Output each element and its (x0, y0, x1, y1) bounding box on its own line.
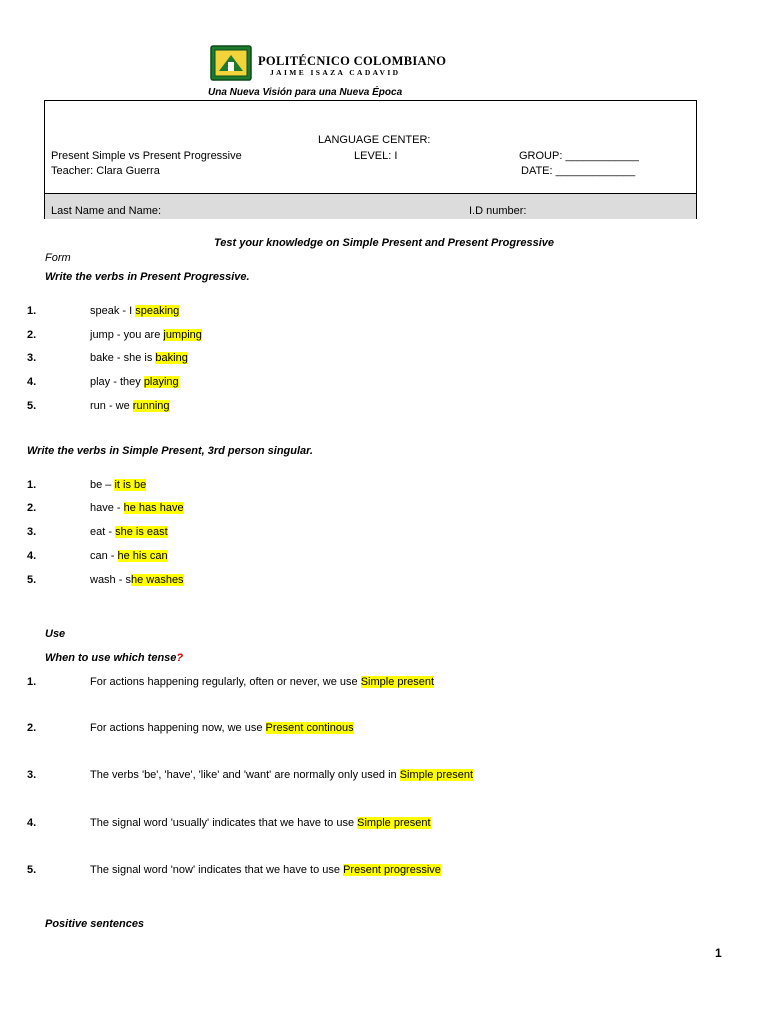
school-motto: Una Nueva Visión para una Nueva Época (208, 87, 403, 98)
school-crest-logo (210, 45, 252, 81)
list-item-number: 3. (27, 526, 37, 538)
progressive-instruction: Write the verbs in Present Progressive. (45, 271, 250, 283)
item-prompt: bake - she is (90, 352, 156, 364)
use-heading: Use (45, 628, 66, 640)
list-item-number: 4. (27, 550, 37, 562)
answer-highlight[interactable]: Simple present (399, 769, 474, 781)
list-item (90, 352, 188, 364)
answer-highlight[interactable]: it is be (114, 479, 147, 491)
list-item (90, 376, 179, 388)
topic-label: Present Simple vs Present Progressive (51, 150, 242, 162)
item-prompt: The signal word 'now' indicates that we have to use (90, 864, 344, 876)
teacher-label: Teacher: Clara Guerra (51, 165, 160, 177)
list-item-number: 4. (27, 376, 37, 388)
list-item (90, 329, 202, 341)
item-prompt: wash - s (90, 574, 131, 586)
form-heading: Form (45, 252, 71, 264)
answer-highlight[interactable]: Simple present (360, 676, 435, 688)
list-item (90, 722, 354, 734)
item-prompt: For actions happening now, we use (90, 722, 266, 734)
item-prompt: For actions happening regularly, often or never, we use (90, 676, 361, 688)
item-prompt: eat - (90, 526, 116, 538)
list-item (90, 864, 441, 876)
item-prompt: The verbs 'be', 'have', 'like' and 'want' are normally only used in (90, 769, 400, 781)
list-item (90, 574, 184, 586)
list-item-number: 2. (27, 502, 37, 514)
page-number: 1 (715, 946, 722, 960)
school-logo-text (258, 54, 446, 77)
item-prompt: The signal word 'usually' indicates that we have to use (90, 817, 358, 829)
id-number-field[interactable]: I.D number: (469, 205, 527, 217)
list-item-number: 1. (27, 676, 37, 688)
test-title: Test your knowledge on Simple Present and Present Progressive (213, 237, 555, 249)
list-item-number: 1. (27, 305, 37, 317)
answer-highlight[interactable]: speaking (135, 305, 180, 317)
level-label: LEVEL: I (354, 150, 398, 162)
item-prompt: be – (90, 479, 115, 491)
group-field[interactable]: GROUP: ____________ (519, 150, 639, 162)
list-item-number: 1. (27, 479, 37, 491)
item-prompt: jump - you are (90, 329, 164, 341)
answer-highlight[interactable]: playing (143, 376, 179, 388)
use-question (45, 652, 183, 664)
list-item-number: 5. (27, 864, 37, 876)
list-item-number: 5. (27, 574, 37, 586)
list-item-number: 4. (27, 817, 37, 829)
item-prompt: have - (90, 502, 124, 514)
school-subtitle: JAIME ISAZA CADAVID (270, 68, 401, 77)
list-item-number: 5. (27, 400, 37, 412)
use-question-text: When to use which tense (45, 652, 177, 664)
item-prompt: can - (90, 550, 118, 562)
list-item (90, 479, 146, 491)
list-item (90, 550, 168, 562)
language-center-label: LANGUAGE CENTER: (318, 134, 431, 146)
list-item-number: 3. (27, 769, 37, 781)
answer-highlight[interactable]: Simple present (357, 817, 431, 829)
answer-highlight[interactable]: jumping (163, 329, 202, 341)
item-prompt: run - we (90, 400, 133, 412)
school-name: POLITÉCNICO COLOMBIANO (258, 54, 447, 68)
item-prompt: speak - I (90, 305, 136, 317)
list-item (90, 400, 170, 412)
use-question-mark: ? (176, 652, 184, 664)
answer-highlight[interactable]: he his can (117, 550, 168, 562)
simple-instruction: Write the verbs in Simple Present, 3rd person singular. (27, 445, 313, 457)
list-item (90, 526, 168, 538)
list-item-number: 2. (27, 329, 37, 341)
list-item (90, 676, 434, 688)
answer-highlight[interactable]: he washes (130, 574, 184, 586)
list-item (90, 502, 184, 514)
last-name-field[interactable]: Last Name and Name: (51, 205, 162, 217)
answer-highlight[interactable]: Present continous (265, 722, 354, 734)
list-item (90, 305, 179, 317)
item-prompt: play - they (90, 376, 144, 388)
answer-highlight[interactable]: baking (155, 352, 188, 364)
answer-highlight[interactable]: she is east (115, 526, 168, 538)
list-item-number: 3. (27, 352, 37, 364)
list-item (90, 817, 431, 829)
list-item (90, 769, 473, 781)
positive-sentences-heading: Positive sentences (45, 918, 145, 930)
date-field[interactable]: DATE: _____________ (521, 165, 636, 177)
answer-highlight[interactable]: Present progressive (343, 864, 441, 876)
answer-highlight[interactable]: running (132, 400, 170, 412)
list-item-number: 2. (27, 722, 37, 734)
answer-highlight[interactable]: he has have (123, 502, 184, 514)
